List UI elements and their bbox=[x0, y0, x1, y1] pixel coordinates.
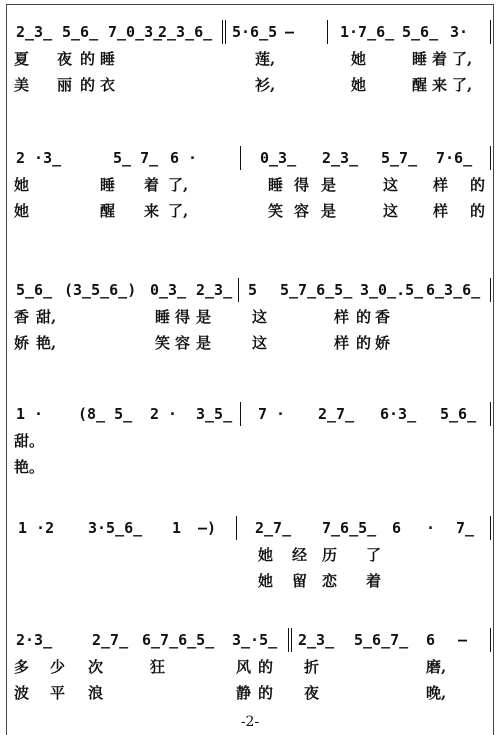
lyric-verse-1: 夏 bbox=[14, 50, 30, 68]
lyric-verse-2: 恋 bbox=[322, 572, 338, 590]
lyric-verse-2: 平 bbox=[50, 684, 66, 702]
barline bbox=[490, 402, 491, 426]
note-group: 2̲3̲ bbox=[298, 631, 335, 649]
notation-line bbox=[0, 280, 500, 302]
lyric-verse-2: 夜 bbox=[304, 684, 320, 702]
lyric-verse-2: 来 bbox=[432, 76, 448, 94]
lyric-verse-2: 浪 bbox=[88, 684, 104, 702]
barline bbox=[490, 628, 491, 652]
barline bbox=[490, 20, 491, 44]
note-group: 5̲6̲ bbox=[16, 281, 53, 299]
note-group: 5̲6̲ bbox=[440, 405, 477, 423]
note-group: 1 bbox=[172, 519, 182, 537]
lyric-verse-1: 这 bbox=[383, 176, 399, 194]
lyric-verse-1: 睡 bbox=[268, 176, 284, 194]
note-group: 2̲7̲ bbox=[255, 519, 292, 537]
lyric-verse-1: 样 bbox=[334, 308, 350, 326]
lyric-verse-2: 醒 bbox=[412, 76, 428, 94]
lyric-verse-2: 娇 bbox=[375, 334, 391, 352]
barline bbox=[490, 278, 491, 302]
note-group: 6 · bbox=[170, 149, 198, 167]
lyric-verse-1: 次 bbox=[88, 658, 104, 676]
lyric-verse-2: 这 bbox=[383, 202, 399, 220]
lyric-verse-2: 美 bbox=[14, 76, 30, 94]
barline bbox=[327, 20, 328, 44]
double-barline bbox=[288, 628, 292, 652]
lyric-verse-2: 衫, bbox=[255, 76, 276, 94]
lyric-verse-2: 着 bbox=[366, 572, 382, 590]
lyric-verse-1: 着 bbox=[144, 176, 160, 194]
note-group: 2 · bbox=[150, 405, 178, 423]
lyric-verse-1: 甜。 bbox=[14, 432, 45, 450]
lyric-verse-1: 睡 bbox=[155, 308, 171, 326]
lyric-verse-2: 她 bbox=[351, 76, 367, 94]
lyric-verse-1: 折 bbox=[304, 658, 320, 676]
note-group: 2̲3̲6̲ bbox=[158, 23, 213, 41]
note-group: 6 bbox=[426, 631, 436, 649]
lyric-verse-1: 的 bbox=[356, 308, 372, 326]
note-group: 3̲0̲.5̲ bbox=[360, 281, 424, 299]
lyric-verse-1: 得 bbox=[175, 308, 191, 326]
note-group: 7̲0̲3̲ bbox=[108, 23, 163, 41]
note-group: 5̲7̲6̲5̲ bbox=[280, 281, 353, 299]
lyric-verse-1: 狂 bbox=[150, 658, 166, 676]
barline bbox=[236, 516, 237, 540]
note-group: 2̲7̲ bbox=[318, 405, 355, 423]
note-group: (3̲5̲6̲) bbox=[64, 281, 137, 299]
note-group: 5·6̲5 bbox=[232, 23, 278, 41]
lyric-verse-2: 笑 bbox=[268, 202, 284, 220]
lyric-verse-1: 这 bbox=[252, 308, 268, 326]
lyric-verse-1: 磨, bbox=[426, 658, 447, 676]
lyric-verse-2: 容 bbox=[294, 202, 310, 220]
lyric-verse-2: 娇 bbox=[14, 334, 30, 352]
lyric-verse-2: 容 bbox=[175, 334, 191, 352]
note-group: 6 bbox=[392, 519, 402, 537]
frame-left-border bbox=[6, 4, 7, 735]
lyric-verse-2: 艳, bbox=[36, 334, 57, 352]
lyric-verse-2: 来 bbox=[144, 202, 160, 220]
lyric-verse-1: 经 bbox=[292, 546, 308, 564]
barline bbox=[240, 146, 241, 170]
note-group: 5̲6̲ bbox=[62, 23, 99, 41]
note-group: 5̲ 7̲ bbox=[113, 149, 159, 167]
notation-line bbox=[0, 148, 500, 170]
lyric-verse-2: 衣 bbox=[100, 76, 116, 94]
lyric-verse-2: 的 bbox=[356, 334, 372, 352]
note-group: –) bbox=[198, 519, 217, 537]
lyric-verse-2: 了, bbox=[168, 202, 189, 220]
lyric-verse-2: 样 bbox=[334, 334, 350, 352]
note-group: 1·7̲6̲ bbox=[340, 23, 395, 41]
lyric-verse-1: 她 bbox=[14, 176, 30, 194]
barline bbox=[240, 402, 241, 426]
note-group: (8̲ 5̲ bbox=[78, 405, 133, 423]
note-group: 7 · bbox=[258, 405, 286, 423]
lyric-verse-2: 留 bbox=[292, 572, 308, 590]
lyric-verse-1: 香 bbox=[14, 308, 30, 326]
lyric-verse-2: 的 bbox=[470, 202, 486, 220]
lyric-verse-1: 了 bbox=[366, 546, 382, 564]
lyric-verse-2: 是 bbox=[196, 334, 212, 352]
note-group: 2̲3̲ bbox=[322, 149, 359, 167]
note-group: 3̲·5̲ bbox=[232, 631, 278, 649]
note-group: 3·5̲6̲ bbox=[88, 519, 143, 537]
note-group: 6·3̲ bbox=[380, 405, 417, 423]
lyric-verse-2: 她 bbox=[14, 202, 30, 220]
lyric-verse-1: 她 bbox=[351, 50, 367, 68]
note-group: 3̲5̲ bbox=[196, 405, 233, 423]
lyric-verse-2: 晚, bbox=[426, 684, 447, 702]
barline bbox=[490, 146, 491, 170]
notation-line bbox=[0, 404, 500, 426]
frame-right-border bbox=[493, 4, 494, 735]
lyric-verse-2: 是 bbox=[321, 202, 337, 220]
lyric-verse-1: 的 bbox=[80, 50, 96, 68]
lyric-verse-1: 了, bbox=[452, 50, 473, 68]
note-group: 2·3̲ bbox=[16, 631, 53, 649]
note-group: · bbox=[426, 519, 436, 537]
note-group: 7·6̲ bbox=[436, 149, 473, 167]
lyric-verse-2: 艳。 bbox=[14, 458, 45, 476]
lyric-verse-1: 得 bbox=[294, 176, 310, 194]
note-group: 6̲3̲6̲ bbox=[426, 281, 481, 299]
note-group: 5̲7̲ bbox=[381, 149, 418, 167]
lyric-verse-2: 笑 bbox=[155, 334, 171, 352]
note-group: 7̲ bbox=[456, 519, 475, 537]
note-group: – bbox=[285, 23, 295, 41]
note-group: 1 ·2 bbox=[18, 519, 55, 537]
barline bbox=[238, 278, 239, 302]
lyric-verse-2: 静 bbox=[236, 684, 252, 702]
lyric-verse-2: 的 bbox=[80, 76, 96, 94]
note-group: 2 ·3̲ bbox=[16, 149, 62, 167]
lyric-verse-2: 丽 bbox=[57, 76, 73, 94]
lyric-verse-2: 了, bbox=[452, 76, 473, 94]
note-group: 3· bbox=[450, 23, 469, 41]
lyric-verse-1: 睡 bbox=[100, 176, 116, 194]
lyric-verse-1: 夜 bbox=[57, 50, 73, 68]
note-group: 5̲6̲ bbox=[402, 23, 439, 41]
lyric-verse-1: 莲, bbox=[255, 50, 276, 68]
note-group: 6̲7̲6̲5̲ bbox=[142, 631, 215, 649]
lyric-verse-1: 睡 bbox=[100, 50, 116, 68]
note-group: 2̲7̲ bbox=[92, 631, 129, 649]
lyric-verse-2: 醒 bbox=[100, 202, 116, 220]
note-group: – bbox=[458, 631, 468, 649]
note-group: 2̲3̲ bbox=[196, 281, 233, 299]
lyric-verse-1: 是 bbox=[196, 308, 212, 326]
lyric-verse-2: 她 bbox=[258, 572, 274, 590]
lyric-verse-1: 历 bbox=[322, 546, 338, 564]
note-group: 2̲3̲ bbox=[16, 23, 53, 41]
note-group: 5 bbox=[248, 281, 258, 299]
lyric-verse-1: 的 bbox=[258, 658, 274, 676]
lyric-verse-1: 样 bbox=[433, 176, 449, 194]
lyric-verse-2: 波 bbox=[14, 684, 30, 702]
frame-top-border bbox=[6, 4, 494, 5]
note-group: 7̲6̲5̲ bbox=[322, 519, 377, 537]
lyric-verse-1: 着 bbox=[432, 50, 448, 68]
lyric-verse-1: 少 bbox=[50, 658, 66, 676]
notation-line bbox=[0, 630, 500, 652]
notation-line bbox=[0, 518, 500, 540]
barline bbox=[490, 516, 491, 540]
lyric-verse-1: 多 bbox=[14, 658, 30, 676]
lyric-verse-1: 甜, bbox=[36, 308, 57, 326]
note-group: 5̲6̲7̲ bbox=[354, 631, 409, 649]
lyric-verse-1: 香 bbox=[375, 308, 391, 326]
note-group: 0̲3̲ bbox=[260, 149, 297, 167]
double-barline bbox=[222, 20, 226, 44]
lyric-verse-1: 睡 bbox=[412, 50, 428, 68]
lyric-verse-2: 这 bbox=[252, 334, 268, 352]
lyric-verse-1: 风 bbox=[236, 658, 252, 676]
lyric-verse-2: 的 bbox=[258, 684, 274, 702]
lyric-verse-1: 了, bbox=[168, 176, 189, 194]
lyric-verse-1: 的 bbox=[470, 176, 486, 194]
lyric-verse-2: 样 bbox=[433, 202, 449, 220]
lyric-verse-1: 她 bbox=[258, 546, 274, 564]
note-group: 1 · bbox=[16, 405, 44, 423]
note-group: 0̲3̲ bbox=[150, 281, 187, 299]
page-number: -2- bbox=[240, 714, 260, 730]
notation-line bbox=[0, 22, 500, 44]
lyric-verse-1: 是 bbox=[321, 176, 337, 194]
